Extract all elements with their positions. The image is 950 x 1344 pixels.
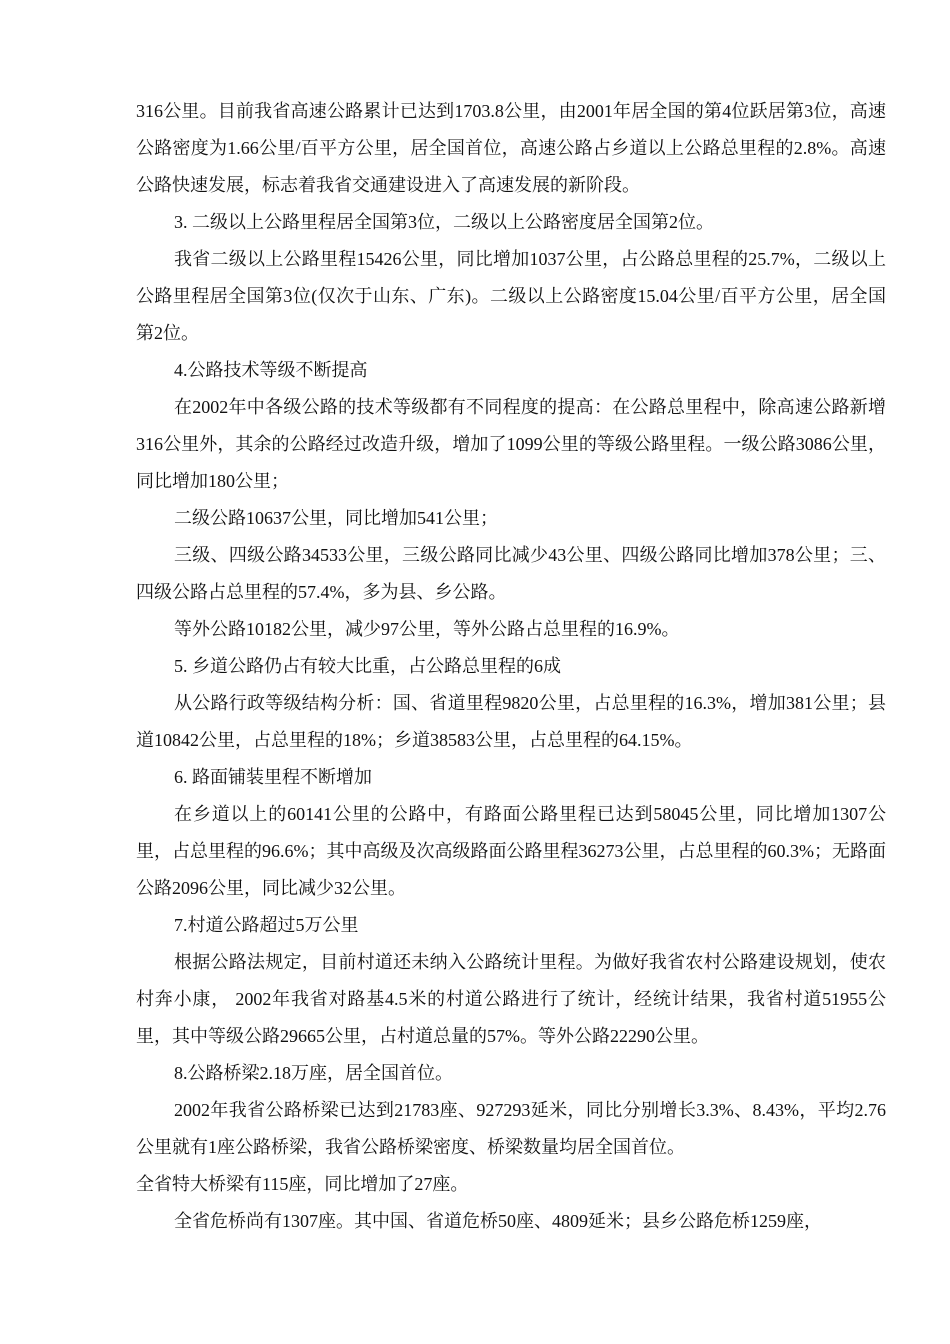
paragraph-bridges: 2002年我省公路桥梁已达到21783座、927293延米，同比分别增长3.3%、8.43%，平均2.76公里就有1座公路桥梁，我省公路桥梁密度、桥梁数量均居全国首位。 — [136, 1100, 886, 1157]
paragraph-second-class-mileage: 我省二级以上公路里程15426公里，同比增加1037公里，占公路总里程的25.7%，二级以上公路里程居全国第3位(仅次于山东、广东)。二级以上公路密度15.04公里/百平方公里，居全国第2位。 — [136, 249, 886, 343]
heading-village-roads: 7.村道公路超过5万公里 — [174, 915, 359, 935]
paragraph-third-fourth-class: 三级、四级公路34533公里，三级公路同比减少43公里、四级公路同比增加378公里；三、四级公路占总里程的57.4%，多为县、乡公路。 — [136, 545, 886, 602]
paragraph-pavement-mileage: 在乡道以上的60141公里的公路中，有路面公路里程已达到58045公里，同比增加1307公里，占总里程的96.6%；其中高级及次高级路面公路里程36273公里，占总里程的60.3%；无路面公路2096公里，同比减少32公里。 — [136, 804, 886, 898]
heading-second-class-ranking: 3. 二级以上公路里程居全国第3位，二级以上公路密度居全国第2位。 — [174, 212, 714, 232]
paragraph-village-roads: 根据公路法规定，目前村道还未纳入公路统计里程。为做好我省农村公路建设规划，使农村奔小康， 2002年我省对路基4.5米的村道公路进行了统计，经统计结果，我省村道51955公里，其中等级公路29665公里，占村道总量的57%。等外公路22290公里。 — [136, 952, 886, 1046]
paragraph-technical-grade: 在2002年中各级公路的技术等级都有不同程度的提高：在公路总里程中，除高速公路新增316公里外，其余的公路经过改造升级，增加了1099公里的等级公路里程。一级公路3086公里，同比增加180公里； — [136, 397, 886, 491]
heading-township-roads: 5. 乡道公路仍占有较大比重，占公路总里程的6成 — [174, 656, 561, 676]
heading-bridges: 8.公路桥梁2.18万座，居全国首位。 — [174, 1063, 453, 1083]
paragraph-dangerous-bridges: 全省危桥尚有1307座。其中国、省道危桥50座、4809延米；县乡公路危桥1259座， — [174, 1211, 822, 1231]
paragraph-large-bridges: 全省特大桥梁有115座，同比增加了27座。 — [136, 1174, 469, 1194]
paragraph-expressway-summary: 316公里。目前我省高速公路累计已达到1703.8公里，由2001年居全国的第4位跃居第3位，高速公路密度为1.66公里/百平方公里，居全国首位，高速公路占乡道以上公路总里程的2.8%。高速公路快速发展，标志着我省交通建设进入了高速发展的新阶段。 — [136, 101, 886, 195]
paragraph-administrative-structure: 从公路行政等级结构分析：国、省道里程9820公里，占总里程的16.3%，增加381公里；县道10842公里，占总里程的18%；乡道38583公里，占总里程的64.15%。 — [136, 693, 886, 750]
paragraph-second-class-road: 二级公路10637公里，同比增加541公里； — [174, 508, 498, 528]
heading-pavement-mileage: 6. 路面铺装里程不断增加 — [174, 767, 372, 787]
paragraph-substandard-road: 等外公路10182公里，减少97公里，等外公路占总里程的16.9%。 — [174, 619, 680, 639]
heading-technical-grade: 4.公路技术等级不断提高 — [174, 360, 368, 380]
